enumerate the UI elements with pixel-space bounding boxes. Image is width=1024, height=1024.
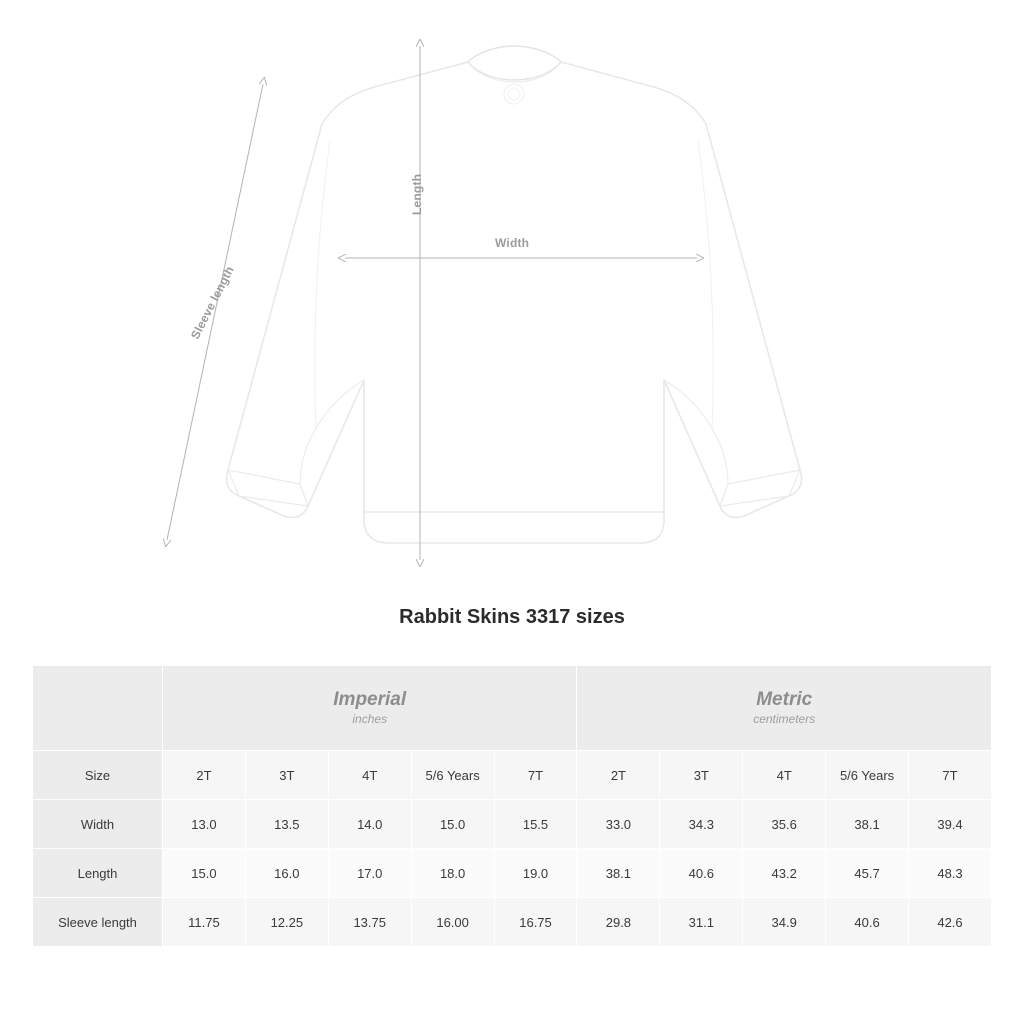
unit-header-row — [33, 666, 992, 751]
cell-sleeve-3t-in: 12.25 — [245, 898, 328, 947]
cell-width-56years-in: 15.0 — [411, 800, 494, 849]
column-header-7t-metric: 7T — [909, 751, 992, 800]
cell-width-4t-in: 14.0 — [328, 800, 411, 849]
imperial-unit-header — [163, 666, 577, 751]
column-header-2t-imperial: 2T — [163, 751, 246, 800]
cell-length-4t-in: 17.0 — [328, 849, 411, 898]
cell-width-2t-in: 13.0 — [163, 800, 246, 849]
cell-sleeve-7t-in: 16.75 — [494, 898, 577, 947]
column-header-4t-imperial: 4T — [328, 751, 411, 800]
cell-width-56years-cm: 38.1 — [826, 800, 909, 849]
cell-width-4t-cm: 35.6 — [743, 800, 826, 849]
size-chart-table-wrapper — [32, 665, 992, 947]
column-header-7t-imperial: 7T — [494, 751, 577, 800]
metric-unit-name: Metric — [756, 688, 813, 710]
cell-width-2t-cm: 33.0 — [577, 800, 660, 849]
column-header-3t-metric: 3T — [660, 751, 743, 800]
size-header-row — [33, 751, 992, 800]
page-title: Rabbit Skins 3317 sizes — [399, 606, 625, 628]
cell-sleeve-7t-cm: 42.6 — [909, 898, 992, 947]
column-header-4t-metric: 4T — [743, 751, 826, 800]
metric-unit-header — [577, 666, 992, 751]
size-header-cell: Size — [33, 751, 163, 800]
length-label: Length — [410, 173, 424, 215]
column-header-56years-imperial: 5/6 Years — [411, 751, 494, 800]
cell-length-7t-in: 19.0 — [494, 849, 577, 898]
row-header-sleeve-length: Sleeve length — [33, 898, 163, 947]
cell-width-3t-in: 13.5 — [245, 800, 328, 849]
table-row — [33, 849, 992, 898]
row-header-length: Length — [33, 849, 163, 898]
cell-sleeve-4t-cm: 34.9 — [743, 898, 826, 947]
cell-length-2t-cm: 38.1 — [577, 849, 660, 898]
cell-sleeve-4t-in: 13.75 — [328, 898, 411, 947]
cell-sleeve-56years-cm: 40.6 — [826, 898, 909, 947]
cell-width-7t-in: 15.5 — [494, 800, 577, 849]
cell-sleeve-3t-cm: 31.1 — [660, 898, 743, 947]
imperial-unit-sub: inches — [352, 712, 388, 727]
table-row — [33, 898, 992, 947]
cell-sleeve-2t-in: 11.75 — [163, 898, 246, 947]
imperial-unit-name: Imperial — [333, 688, 407, 710]
cell-width-7t-cm: 39.4 — [909, 800, 992, 849]
metric-unit-sub: centimeters — [753, 712, 816, 727]
row-header-width: Width — [33, 800, 163, 849]
column-header-56years-metric: 5/6 Years — [826, 751, 909, 800]
table-corner-cell — [33, 666, 163, 751]
cell-length-56years-cm: 45.7 — [826, 849, 909, 898]
brand-tag — [504, 84, 524, 104]
cell-width-3t-cm: 34.3 — [660, 800, 743, 849]
cell-sleeve-56years-in: 16.00 — [411, 898, 494, 947]
cell-length-7t-cm: 48.3 — [909, 849, 992, 898]
cell-length-4t-cm: 43.2 — [743, 849, 826, 898]
column-header-3t-imperial: 3T — [245, 751, 328, 800]
cell-length-56years-in: 18.0 — [411, 849, 494, 898]
sleeve-length-label: Sleeve length — [188, 263, 237, 342]
size-chart-table — [32, 665, 992, 947]
sweatshirt-shape — [226, 46, 801, 543]
cell-length-3t-cm: 40.6 — [660, 849, 743, 898]
width-label: Width — [495, 236, 530, 250]
table-row — [33, 800, 992, 849]
cell-sleeve-2t-cm: 29.8 — [577, 898, 660, 947]
cell-length-2t-in: 15.0 — [163, 849, 246, 898]
cell-length-3t-in: 16.0 — [245, 849, 328, 898]
column-header-2t-metric: 2T — [577, 751, 660, 800]
